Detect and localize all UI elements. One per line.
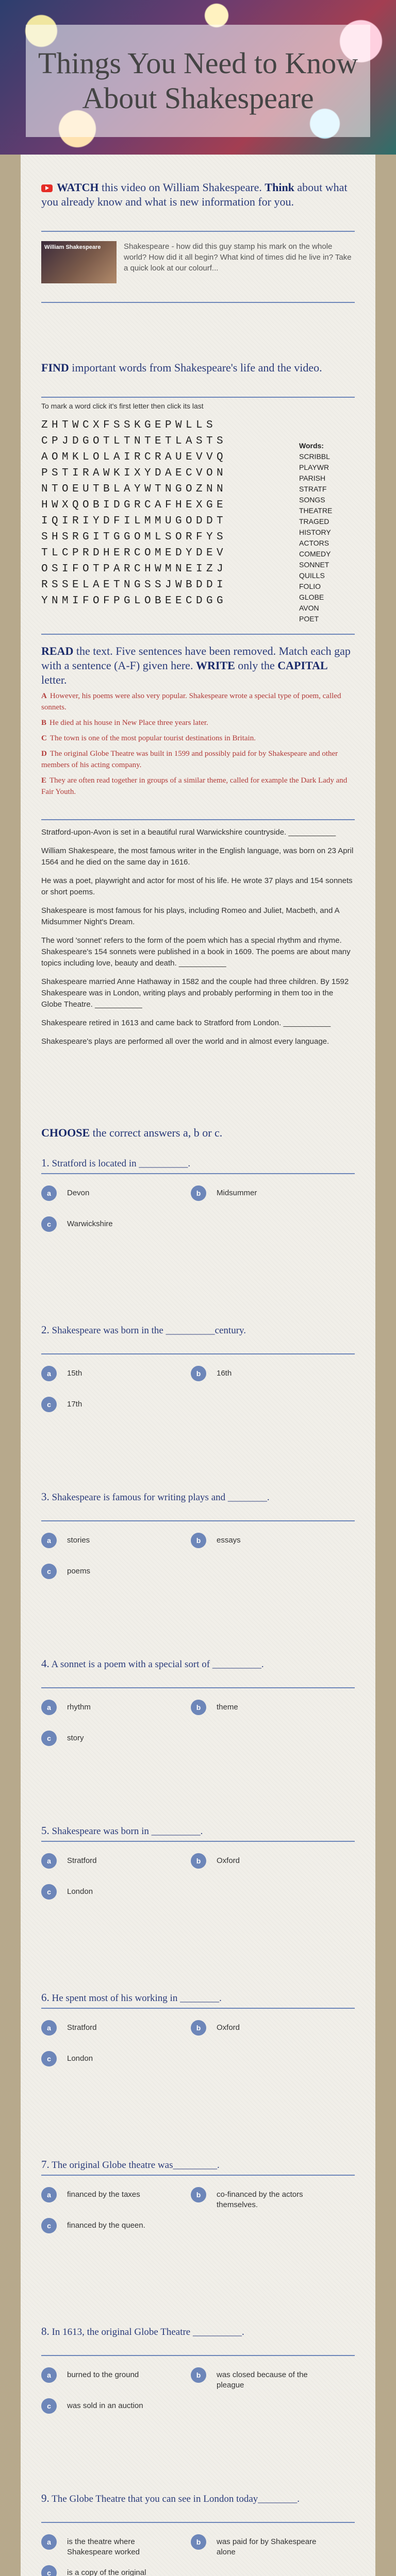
capital-text: letter. [41, 673, 67, 686]
read-section [41, 644, 355, 687]
divider [41, 2355, 355, 2356]
divider [41, 397, 355, 398]
answer-option[interactable] [191, 1366, 325, 1381]
sentence-text: The original Globe Theatre was built in 1599 and possibly paid for by Shakespeare and other members of his acting company. [41, 750, 338, 769]
option-text: Warwickshire [67, 1219, 113, 1228]
question-text [41, 2492, 355, 2505]
question-block [41, 1157, 355, 1170]
question-number: 5. [41, 1824, 50, 1837]
question-text [41, 1157, 355, 1170]
option-letter: b [191, 1853, 206, 1869]
option-text: was closed because of the pleague [217, 2370, 308, 2389]
capital-lead: CAPITAL [277, 659, 328, 672]
divider [41, 1841, 355, 1842]
option-letter: b [191, 2534, 206, 2550]
word-list-item: AVON [299, 604, 319, 612]
video-description: Shakespeare - how did this guy stamp his mark on the whole world? How did it all begin? What kind of times did he live in? Take a quick look at our colourf... [124, 242, 352, 273]
answer-option[interactable] [41, 1564, 175, 1579]
reading-paragraph: Shakespeare is most famous for his plays, including Romeo and Juliet, Macbeth, and A Midsummer Night's Dream. [41, 906, 339, 926]
read-text: the text. Five sentences have been removed. Match each gap with a sentence (A-F) given here. [41, 645, 351, 672]
option-letter: c [41, 1564, 57, 1579]
word-list-item: SONGS [299, 496, 325, 504]
question-text [41, 1324, 355, 1336]
answer-option[interactable] [41, 1366, 175, 1381]
title-box [26, 25, 370, 137]
sentence-list [41, 690, 355, 802]
answer-option[interactable] [191, 2367, 325, 2391]
question-block [41, 2158, 355, 2171]
question-text [41, 1991, 355, 2004]
word-list-item: TRAGED [299, 517, 329, 526]
option-text: 17th [67, 1400, 82, 1409]
option-text: 15th [67, 1369, 82, 1378]
answer-option[interactable] [41, 1216, 175, 1232]
answer-option[interactable] [41, 1853, 175, 1869]
question-number: 6. [41, 1991, 50, 2004]
word-list-item: SCRIBBL [299, 452, 330, 461]
think-text: about what you already know and what is new information for you. [41, 181, 348, 208]
answer-option[interactable] [41, 1731, 175, 1746]
reading-paragraph: Shakespeare's plays are performed all over the world and in almost every language. [41, 1037, 329, 1046]
option-text: Midsummer [217, 1189, 257, 1197]
word-list [299, 440, 361, 624]
option-letter: c [41, 1884, 57, 1900]
divider [41, 302, 355, 303]
question-block [41, 2325, 355, 2338]
page-title: Things You Need to Know About Shakespeare [38, 46, 358, 115]
option-letter: b [191, 1700, 206, 1715]
question-number: 7. [41, 2158, 50, 2171]
sentence-text: The town is one of the most popular tourist destinations in Britain. [50, 734, 256, 742]
question-number: 8. [41, 2325, 50, 2337]
answer-option[interactable] [41, 2565, 175, 2576]
word-list-item: PLAYWR [299, 463, 329, 471]
option-text: London [67, 1887, 93, 1896]
option-letter: b [191, 2187, 206, 2202]
answer-option[interactable] [41, 1397, 175, 1412]
answer-option[interactable] [191, 2020, 325, 2036]
sentence-option [41, 733, 355, 744]
answer-option[interactable] [41, 1185, 175, 1201]
answer-option[interactable] [41, 2187, 175, 2202]
question-prompt: The original Globe theatre was_________. [52, 2160, 220, 2171]
sentence-letter: A [41, 692, 47, 700]
answer-option[interactable] [41, 2218, 175, 2233]
option-letter: a [41, 1533, 57, 1548]
option-text: essays [217, 1536, 241, 1545]
option-letter: b [191, 2020, 206, 2036]
divider [41, 634, 355, 635]
answer-option[interactable] [191, 2187, 325, 2210]
word-list-item: COMEDY [299, 550, 331, 558]
option-letter: a [41, 1853, 57, 1869]
option-letter: a [41, 1185, 57, 1201]
option-text: was sold in an auction [67, 2401, 143, 2410]
option-text: financed by the queen. [67, 2221, 145, 2230]
word-list-item: SONNET [299, 561, 329, 569]
option-text: 16th [217, 1369, 232, 1378]
write-lead: WRITE [195, 659, 235, 672]
question-prompt: In 1613, the original Globe Theatre __________. [52, 2327, 244, 2337]
word-list-item: ACTORS [299, 539, 329, 547]
question-prompt: Shakespeare is famous for writing plays and ________. [52, 1492, 270, 1503]
sentence-letter: D [41, 750, 47, 758]
reading-paragraph: Shakespeare married Anne Hathaway in 1582 and the couple had three children. By 1592 Shakespeare was in London, writing plays and probably performing in them too in the Globe Theatre. ___________ [41, 977, 349, 1009]
youtube-icon [41, 184, 53, 192]
divider [41, 2522, 355, 2523]
answer-option[interactable] [41, 2051, 175, 2066]
sentence-option [41, 748, 355, 771]
option-text: Oxford [217, 2023, 240, 2032]
option-letter: b [191, 1533, 206, 1548]
find-lead: FIND [41, 361, 69, 374]
word-list-item: THEATRE [299, 506, 333, 515]
question-text [41, 2158, 355, 2171]
divider [41, 2008, 355, 2009]
watch-lead: WATCH [57, 181, 99, 194]
question-block [41, 1991, 355, 2004]
watch-section-1 [41, 180, 355, 209]
divider [41, 231, 355, 232]
question-number: 9. [41, 2492, 50, 2504]
reading-text [41, 827, 355, 1055]
question-number: 3. [41, 1490, 50, 1503]
choose-text: the correct answers a, b or c. [90, 1126, 223, 1139]
video-embed-1[interactable] [41, 241, 355, 283]
option-letter: b [191, 1185, 206, 1201]
option-letter: c [41, 2218, 57, 2233]
option-letter: b [191, 1366, 206, 1381]
choose-section [41, 1126, 355, 1140]
option-letter: a [41, 1700, 57, 1715]
word-list-item: GLOBE [299, 593, 324, 601]
question-prompt: Shakespeare was born in __________. [52, 1826, 203, 1837]
option-text: poems [67, 1567, 91, 1575]
question-block [41, 1657, 355, 1670]
sentence-text: However, his poems were also very popular. Shakespeare wrote a special type of poem, called sonnets. [41, 692, 341, 711]
option-text: Stratford [67, 1856, 97, 1865]
divider [41, 2175, 355, 2176]
think-lead: Think [265, 181, 294, 194]
question-block [41, 1824, 355, 1837]
option-text: co-financed by the actors themselves. [217, 2190, 303, 2209]
option-text: theme [217, 1703, 238, 1711]
divider [41, 1353, 355, 1354]
word-list-item: QUILLS [299, 571, 325, 580]
option-letter: c [41, 1397, 57, 1412]
question-text [41, 2325, 355, 2338]
word-list-item: HISTORY [299, 528, 331, 536]
question-prompt: Shakespeare was born in the __________century. [52, 1325, 246, 1336]
find-text: important words from Shakespeare's life and the video. [69, 361, 322, 374]
watch-text: this video on William Shakespeare. [98, 181, 262, 194]
option-letter: a [41, 2534, 57, 2550]
option-text: Stratford [67, 2023, 97, 2032]
question-block [41, 1490, 355, 1503]
divider [41, 1173, 355, 1174]
write-text: only the [235, 659, 275, 672]
reading-paragraph: He was a poet, playwright and actor for most of his life. He wrote 37 plays and 154 sonnets or short poems. [41, 876, 353, 896]
word-search [41, 402, 355, 410]
question-text [41, 1490, 355, 1503]
option-text: story [67, 1734, 84, 1742]
find-section [41, 361, 355, 375]
option-text: London [67, 2054, 93, 2063]
option-letter: c [41, 1216, 57, 1232]
answer-option[interactable] [41, 2398, 175, 2414]
option-letter: c [41, 2565, 57, 2576]
answer-option[interactable] [191, 1853, 325, 1869]
option-letter: a [41, 2367, 57, 2383]
option-text: financed by the taxes [67, 2190, 140, 2199]
hero-banner [0, 0, 396, 155]
sentence-text: They are often read together in groups of a similar theme, called for example the Dark Lady and Fair Youth. [41, 776, 348, 796]
question-prompt: Stratford is located in __________. [52, 1158, 191, 1169]
answer-option[interactable] [41, 2367, 175, 2383]
answer-option[interactable] [41, 1884, 175, 1900]
option-text: is a copy of the original [67, 2568, 146, 2576]
sentence-option [41, 717, 355, 728]
answer-option[interactable] [41, 1700, 175, 1715]
word-list-title: Words: [299, 442, 324, 450]
sentence-option [41, 690, 355, 713]
sentence-letter: E [41, 776, 47, 785]
sentence-option [41, 775, 355, 798]
option-letter: c [41, 2051, 57, 2066]
word-list-item: PARISH [299, 474, 326, 482]
answer-option[interactable] [191, 1533, 325, 1548]
reading-paragraph: The word 'sonnet' refers to the form of the poem which has a special rhythm and rhyme. Shakespeare's 154 sonnets were published in a book in 1609. The poems are about many topics including love, beauty and death. ___________ [41, 936, 351, 968]
question-number: 2. [41, 1324, 50, 1336]
reading-paragraph: Stratford-upon-Avon is set in a beautiful rural Warwickshire countryside. ___________ [41, 828, 336, 837]
reading-paragraph: Shakespeare retired in 1613 and came back to Stratford from London. ___________ [41, 1019, 331, 1027]
option-text: Devon [67, 1189, 90, 1197]
worksheet-card [21, 155, 375, 2576]
answer-option[interactable] [191, 2534, 325, 2557]
divider [41, 1687, 355, 1688]
answer-option[interactable] [191, 1185, 325, 1201]
word-list-item: STRATF [299, 485, 327, 493]
option-letter: a [41, 1366, 57, 1381]
question-prompt: He spent most of his working in ________. [52, 1993, 222, 2004]
question-text [41, 1824, 355, 1837]
word-list-item: POET [299, 615, 319, 623]
option-text: Oxford [217, 1856, 240, 1865]
question-block [41, 2492, 355, 2505]
question-block [41, 1324, 355, 1336]
option-letter: c [41, 1731, 57, 1746]
word-search-grid[interactable]: ZHTWCXFSSKGEPWLLS CPJDGOTLTNTETLASTS AOMKLOLAIRCRAUEVVQ PSTIRAWKIXYDAECVON NTOEUTBLAYWTNGOZNN HWXQOBIDGRCAFHEXGE IQIRIYDFILMMUGODDT SHSRGITGGOMLSORFYS TLCPRDHERCOMEDYDEV OSIFOTPARCHWMNEIZJ RSSELAETNGSSJWBDDI YNMIFOFPGLOBEECDGG [41, 419, 227, 607]
option-text: stories [67, 1536, 90, 1545]
sentence-letter: C [41, 734, 47, 742]
option-text: is the theatre where Shakespeare worked [67, 2537, 140, 2556]
option-text: was paid for by Shakespeare alone [217, 2537, 317, 2556]
option-letter: c [41, 2398, 57, 2414]
option-letter: a [41, 2187, 57, 2202]
question-prompt: A sonnet is a poem with a special sort of __________. [51, 1659, 264, 1670]
reading-paragraph: William Shakespeare, the most famous writer in the English language, was born on 23 April 1564 and he died on the same day in 1616. [41, 846, 354, 867]
video-thumbnail[interactable]: William Shakespeare [41, 241, 117, 283]
question-number: 1. [41, 1157, 50, 1169]
sentence-letter: B [41, 719, 47, 727]
choose-lead: CHOOSE [41, 1126, 90, 1139]
answer-option[interactable] [41, 1533, 175, 1548]
divider [41, 1520, 355, 1521]
answer-option[interactable] [41, 2020, 175, 2036]
answer-option[interactable] [191, 1700, 325, 1715]
option-text: rhythm [67, 1703, 91, 1711]
divider [41, 819, 355, 820]
question-number: 4. [41, 1657, 50, 1670]
answer-option[interactable] [41, 2534, 175, 2557]
option-letter: b [191, 2367, 206, 2383]
question-prompt: The Globe Theatre that you can see in London today________. [52, 2494, 300, 2504]
read-lead: READ [41, 645, 74, 657]
option-text: burned to the ground [67, 2370, 139, 2379]
sentence-text: He died at his house in New Place three years later. [50, 719, 208, 727]
question-text [41, 1657, 355, 1670]
option-letter: a [41, 2020, 57, 2036]
word-list-item: FOLIO [299, 582, 321, 590]
word-search-instructions: To mark a word click it's first letter then click its last [41, 402, 204, 410]
